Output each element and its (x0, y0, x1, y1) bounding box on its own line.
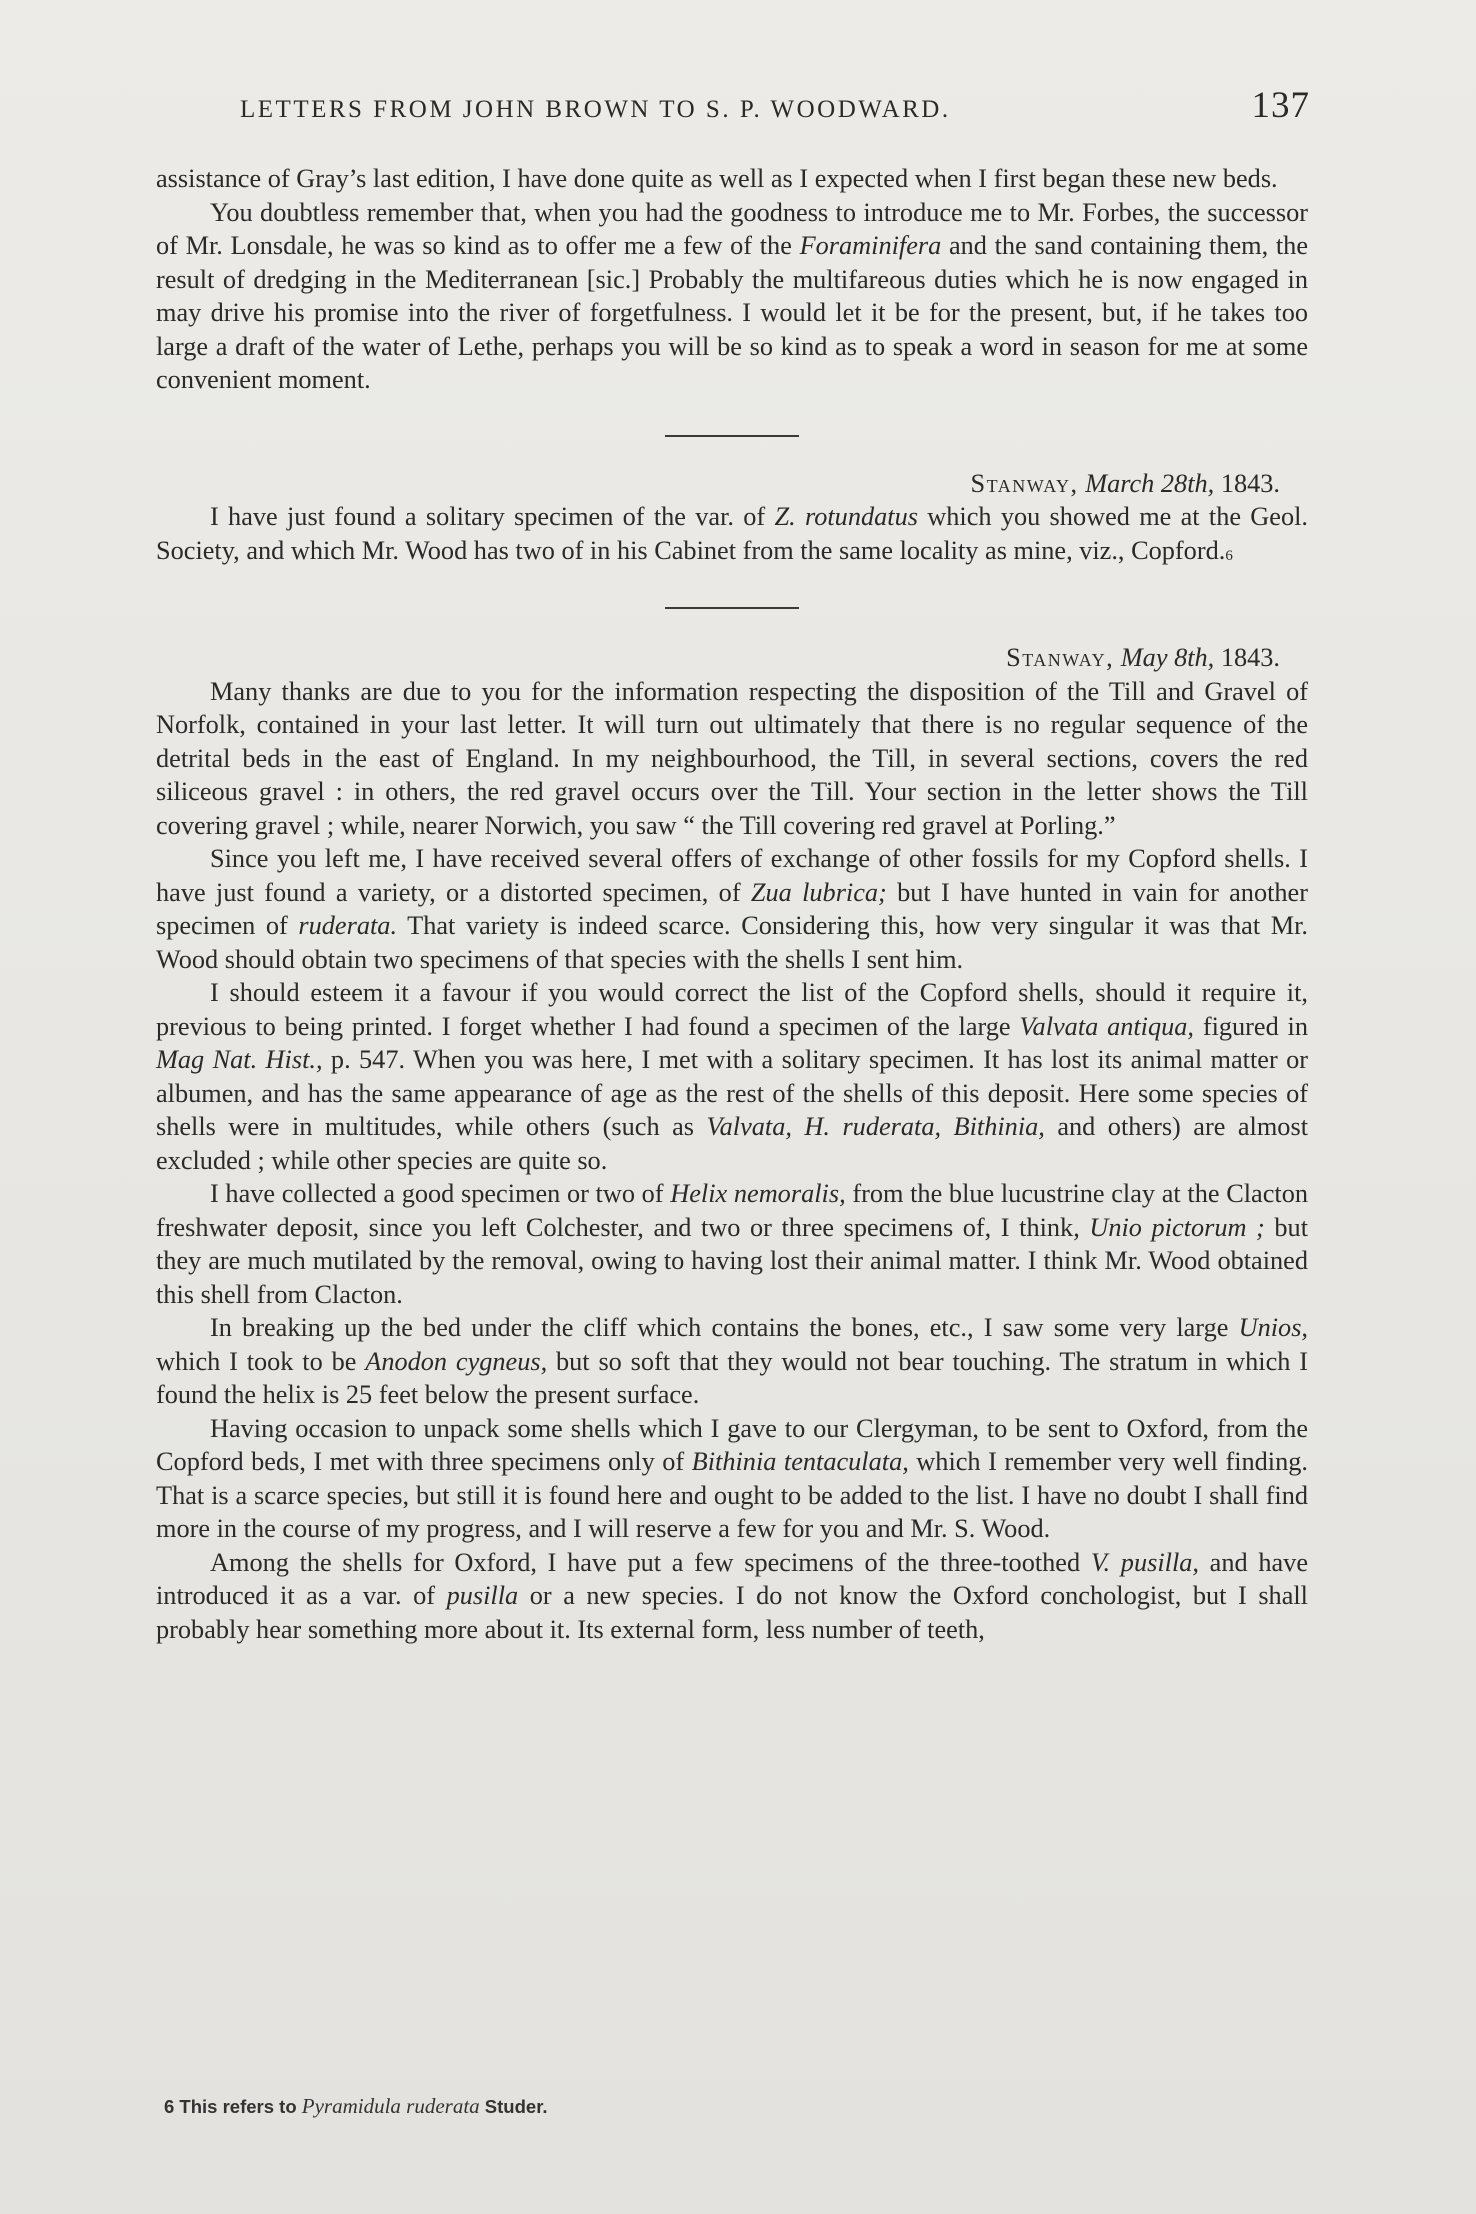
paragraph-exchange: Since you left me, I have received several offers of exchange of other fossils for my Copford shells. I have just found a variety, or a distorted specimen, of Zua lubrica; but I have hunted in vain for another specimen of ruderata. That variety is indeed scarce. Considering this, how very singular it was that Mr. Wood should obtain two specimens of that species with the shells I sent him. (156, 844, 1308, 974)
taxon-foraminifera: Foraminifera (799, 231, 942, 260)
running-title: LETTERS FROM JOHN BROWN TO S. P. WOODWARD. (240, 96, 951, 123)
dateline-march (156, 467, 1308, 501)
page-body (156, 162, 1308, 1646)
dateline-place: Stanway, (970, 468, 1079, 498)
paragraph-pusilla: Among the shells for Oxford, I have put a few specimens of the three-toothed V. pusilla, and have introduced it as a var. of pusilla or a new species. I do not know the Oxford conchologist, but I shall probably hear something more about it. Its external form, less number of teeth, (156, 1547, 1308, 1644)
dateline-may (156, 641, 1308, 675)
footnote: 6 This refers to Pyramidula ruderata Studer. (164, 2094, 548, 2118)
footnote-reference: 6 (1225, 547, 1233, 564)
paragraph-oxford-shells: Having occasion to unpack some shells which I gave to our Clergyman, to be sent to Oxford, from the Copford beds, I met with three specimens only of Bithinia tentaculata, which I remember very well finding. That is a scarce species, but still it is found here and ought to be added to the list. I have no doubt I shall find more in the course of my progress, and I will reserve a few for you and Mr. S. Wood. (156, 1413, 1308, 1543)
footnote-taxon: Pyramidula ruderata (301, 2094, 480, 2118)
paragraph-clacton: I have collected a good specimen or two of Helix nemoralis, from the blue lucustrine clay at the Clacton freshwater deposit, since you left Colchester, and two or three specimens of, I think, Unio pictorum ; but they are much mutilated by the removal, owing to having lost their animal matter. I think Mr. Wood obtained this shell from Clacton. (156, 1179, 1309, 1309)
taxon-z-rotundatus: Z. rotundatus (774, 502, 918, 531)
page-number: 137 (1251, 85, 1310, 126)
dateline-date: May 8th, (1120, 643, 1215, 672)
continued-paragraph: assistance of Gray’s last edition, I have done quite as well as I expected when I first began these new beds. (156, 164, 1278, 193)
dateline-date: March 28th, (1085, 468, 1215, 498)
paragraph-till-gravel: Many thanks are due to you for the information respecting the disposition of the Till and Gravel of Norfolk, contained in your last letter. It will turn out ultimately that there is no regular sequence of the detrital beds in the east of England. In my neighbourhood, the Till, in several sections, covers the red siliceous gravel : in others, the red gravel occurs over the Till. Your section in the letter shows the Till covering gravel ; while, nearer Norwich, you saw “ the Till covering red gravel at Porling.” (156, 676, 1308, 840)
section-divider (665, 607, 799, 609)
dateline-year: 1843. (1220, 468, 1280, 498)
paragraph-march: I have just found a solitary specimen of the var. of Z. rotundatus which you showed me at the Geol. Society, and which Mr. Wood has two of in his Cabinet from the same locality as mine, viz., Copford.6 (156, 502, 1308, 565)
dateline-year: 1843. (1220, 643, 1280, 672)
section-divider (665, 435, 799, 437)
running-header (240, 84, 1310, 127)
paragraph-unios: In breaking up the bed under the cliff which contains the bones, etc., I saw some very large Unios, which I took to be Anodon cygneus, but so soft that they would not bear touching. The stratum in which I found the helix is 25 feet below the present surface. (156, 1313, 1309, 1409)
paragraph-copford-list: I should esteem it a favour if you would correct the list of the Copford shells, should it require it, previous to being printed. I forget whether I had found a specimen of the large Valvata antiqua, figured in Mag Nat. Hist., p. 547. When you was here, I met with a solitary specimen. It has lost its animal matter or albumen, and has the same appearance of age as the rest of the shells of this deposit. Here some species of shells were in multitudes, while others (such as Valvata, H. ruderata, Bithinia, and others) are almost excluded ; while other species are quite so. (156, 978, 1309, 1175)
paragraph-forbes: You doubtless remember that, when you had the goodness to introduce me to Mr. Forbes, the successor of Mr. Lonsdale, he was so kind as to offer me a few of the Foraminifera and the sand containing them, the result of dredging in the Mediterranean [sic.] Probably the multifareous duties which he is now engaged in may drive his promise into the river of forgetfulness. I would let it be for the present, but, if he takes too large a draft of the water of Lethe, perhaps you will be so kind as to speak a word in season for me at some convenient moment. (156, 197, 1309, 394)
dateline-place: Stanway, (1006, 643, 1115, 672)
